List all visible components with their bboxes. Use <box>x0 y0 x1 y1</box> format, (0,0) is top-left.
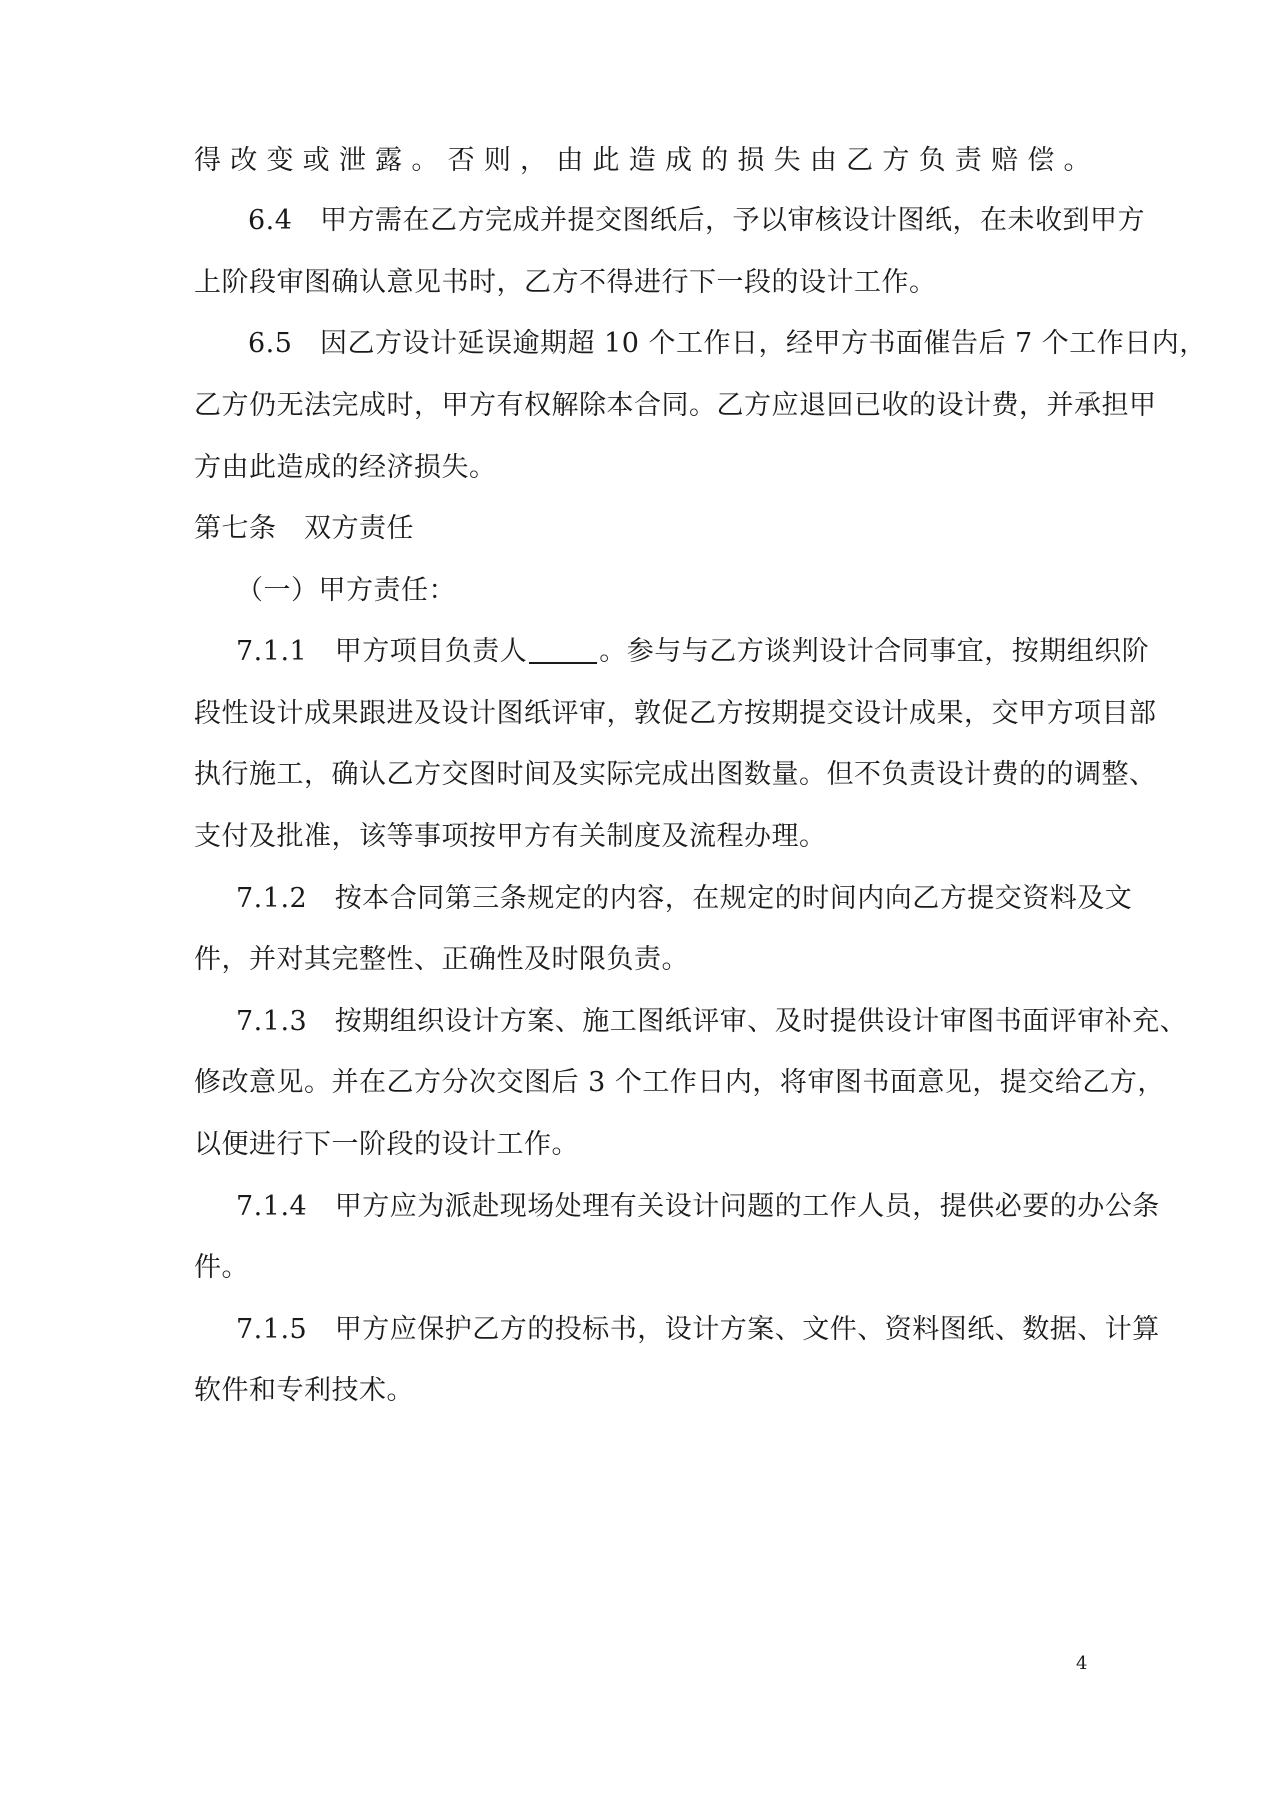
clause-7-1-4-line-1: 7.1.4 甲方应为派赴现场处理有关设计问题的工作人员，提供必要的办公条 <box>236 1191 1160 1222</box>
clause-7-1-1-tail: 。参与与乙方谈判设计合同事宜，按期组织阶 <box>599 636 1150 667</box>
page-number: 4 <box>1076 1653 1088 1674</box>
clause-7-1-2-line-1: 7.1.2 按本合同第三条规定的内容，在规定的时间内向乙方提交资料及文 <box>236 883 1133 914</box>
clause-6-5-line-2: 乙方仍无法完成时，甲方有权解除本合同。乙方应退回已收的设计费，并承担甲 <box>194 390 1157 421</box>
clause-6-4-line-1: 6.4 甲方需在乙方完成并提交图纸后，予以审核设计图纸，在未收到甲方 <box>248 205 1145 236</box>
clause-7-1-1-line-1 <box>236 632 1149 672</box>
clause-7-1-3-line-3: 以便进行下一阶段的设计工作。 <box>194 1129 579 1160</box>
clause-7-1-5-line-2: 软件和专利技术。 <box>194 1375 414 1406</box>
clause-7-1-1-line-4: 支付及批准，该等事项按甲方有关制度及流程办理。 <box>194 821 827 852</box>
clause-6-5-line-3: 方由此造成的经济损失。 <box>194 452 497 483</box>
clause-7-1-3-line-1: 7.1.3 按期组织设计方案、施工图纸评审、及时提供设计审图书面评审补充、 <box>236 1006 1188 1037</box>
clause-7-1-1-line-3: 执行施工，确认乙方交图时间及实际完成出图数量。但不负责设计费的的调整、 <box>194 759 1157 790</box>
clause-7-1-3-line-2: 修改意见。并在乙方分次交图后 3 个工作日内，将审图书面意见，提交给乙方， <box>194 1067 1165 1098</box>
section-heading: 第七条 双方责任 <box>194 513 414 544</box>
clause-6-5-line-1: 6.5 因乙方设计延误逾期超 10 个工作日，经甲方书面催告后 7 个工作日内， <box>248 328 1207 359</box>
clause-7-1-5-line-1: 7.1.5 甲方应保护乙方的投标书，设计方案、文件、资料图纸、数据、计算 <box>236 1314 1160 1345</box>
clause-7-1-1-lead: 7.1.1 甲方项目负责人 <box>236 636 528 667</box>
subsection-heading: （一）甲方责任： <box>236 575 456 606</box>
clause-7-1-2-line-2: 件，并对其完整性、正确性及时限负责。 <box>194 944 689 975</box>
clause-7-1-4-line-2: 件。 <box>194 1252 249 1283</box>
fill-in-blank <box>529 636 597 664</box>
clause-6-4-line-2: 上阶段审图确认意见书时，乙方不得进行下一段的设计工作。 <box>194 267 937 298</box>
clause-7-1-1-line-2: 段性设计成果跟进及设计图纸评审，敦促乙方按期提交设计成果，交甲方项目部 <box>194 698 1157 729</box>
text-line: 得改变或泄露。否则，由此造成的损失由乙方负责赔偿。 <box>194 145 1091 176</box>
